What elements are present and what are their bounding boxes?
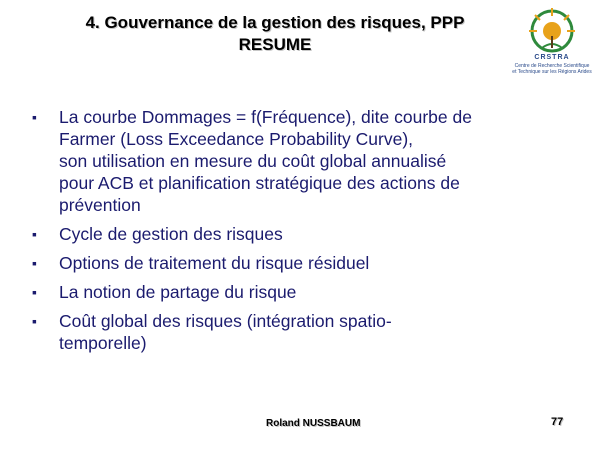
footer-author: Roland NUSSBAUM: [266, 418, 361, 429]
bullet-list: [30, 106, 570, 361]
bullet-square-icon: ▪: [32, 226, 37, 242]
bullet-text: Options de traitement du risque résiduel: [59, 253, 370, 273]
bullet-square-icon: ▪: [32, 255, 37, 271]
bullet-item: [30, 281, 570, 303]
bullet-item: [30, 310, 570, 354]
bullet-text: La notion de partage du risque: [59, 282, 297, 302]
logo-abbreviation: CRSTRA: [534, 54, 570, 61]
page-number: 77: [551, 416, 564, 428]
title-line-2: RESUME: [238, 35, 312, 54]
bullet-text: La courbe Dommages = f(Fréquence), dite courbe de Farmer (Loss Exceedance Probability Curve), son utilisation en mesure du coût global annualisé pour ACB et planification stratégique des actions de prévention: [59, 107, 472, 215]
bullet-item: [30, 106, 570, 216]
sun-palm-logo-icon: [512, 4, 592, 54]
slide-title: [40, 12, 510, 56]
bullet-square-icon: ▪: [32, 284, 37, 300]
bullet-item: [30, 252, 570, 274]
bullet-item: [30, 223, 570, 245]
logo-description-line-2: et Technique sur les Régions Arides: [512, 69, 592, 75]
bullet-text: Coût global des risques (intégration spatio- temporelle): [59, 311, 392, 353]
bullet-text: Cycle de gestion des risques: [59, 224, 283, 244]
title-line-1: 4. Gouvernance de la gestion des risques, PPP: [85, 13, 465, 32]
bullet-square-icon: ▪: [32, 313, 37, 329]
logo-description-line-1: Centre de Recherche Scientifique: [514, 63, 590, 69]
bullet-square-icon: ▪: [32, 109, 37, 125]
crstra-logo: [512, 4, 592, 82]
